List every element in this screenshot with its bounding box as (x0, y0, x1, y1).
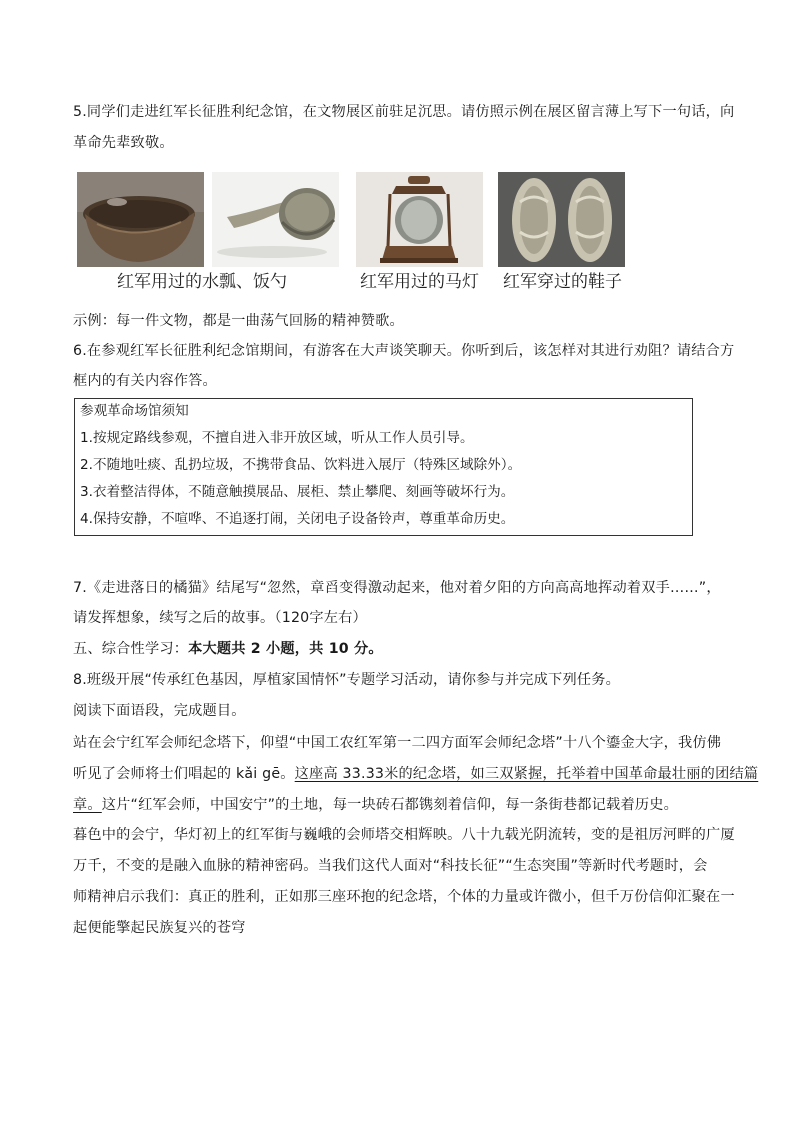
photo-lantern (356, 172, 483, 267)
passage-p1-line-2-plain: 听见了会师将士们唱起的 kǎi gē。 (73, 766, 295, 782)
example-text: 示例：每一件文物，都是一曲荡气回肠的精神赞歌。 (73, 313, 404, 329)
question-7-line-2: 请发挥想象，续写之后的故事。（120字左右） (73, 610, 367, 626)
photo-water-ladle (77, 172, 204, 267)
section-5-score: 本大题共 2 小题，共 10 分。 (188, 641, 383, 657)
notice-item-1: 1.按规定路线参观，不擅自进入非开放区域，听从工作人员引导。 (80, 430, 474, 446)
passage-p2-line-1: 暮色中的会宁，华灯初上的红军街与巍峨的会师塔交相辉映。八十九载光阴流转，变的是祖厉河畔的广厦 (73, 827, 735, 843)
caption-sandals: 红军穿过的鞋子 (503, 272, 622, 292)
photo-rice-spoon (212, 172, 339, 267)
question-6-line-2: 框内的有关内容作答。 (73, 373, 217, 389)
question-5-line-2: 革命先辈致敬。 (73, 135, 174, 151)
question-8-line-1: 8.班级开展“传承红色基因，厚植家国情怀”专题学习活动，请你参与并完成下列任务。 (73, 672, 620, 688)
passage-p2-line-4: 起便能擎起民族复兴的苍穹 (73, 920, 246, 936)
section-5-heading (73, 639, 723, 659)
photo-straw-sandals (498, 172, 625, 267)
question-5-line-1: 5.同学们走进红军长征胜利纪念馆，在文物展区前驻足沉思。请仿照示例在展区留言薄上写下一句话，向 (73, 104, 735, 120)
visitor-notice-box (74, 398, 693, 536)
question-8-line-2: 阅读下面语段，完成题目。 (73, 703, 246, 719)
passage-p2-line-3: 师精神启示我们：真正的胜利，正如那三座环抱的纪念塔，个体的力量或许微小，但千万份信仰汇聚在一 (73, 889, 735, 905)
passage-p1-line-1: 站在会宁红军会师纪念塔下，仰望“中国工农红军第一二四方面军会师纪念塔”十八个鎏金大字，我仿佛 (73, 735, 722, 751)
passage-p1-line-3-plain: 这片“红军会师，中国安宁”的土地，每一块砖石都镌刻着信仰，每一条街巷都记载着历史。 (101, 797, 678, 813)
notice-title: 参观革命场馆须知 (80, 403, 189, 419)
question-6-line-1: 6.在参观红军长征胜利纪念馆期间，有游客在大声谈笑聊天。你听到后，该怎样对其进行劝阻？请结合方 (73, 343, 735, 359)
question-7-line-1: 7.《走进落日的橘猫》结尾写“忽然，章舀变得激动起来，他对着夕阳的方向高高地挥动着双手……”， (73, 580, 721, 596)
notice-item-2: 2.不随地吐痰、乱扔垃圾，不携带食品、饮料进入展厅（特殊区域除外）。 (80, 457, 522, 473)
passage-p2-line-2: 万千，不变的是融入血脉的精神密码。当我们这代人面对“科技长征”“生态突围”等新时代考题时，会 (73, 858, 708, 874)
passage-p1-line-3 (73, 795, 723, 815)
caption-ladle-spoon: 红军用过的水瓢、饭勺 (117, 272, 287, 292)
notice-item-4: 4.保持安静，不喧哗、不追逐打闹，关闭电子设备铃声，尊重革命历史。 (80, 511, 515, 527)
caption-lantern: 红军用过的马灯 (360, 272, 479, 292)
passage-underlined-sentence-part-1: 这座高 33.33米的纪念塔，如三双紧握，托举着中国革命最壮丽的团结篇 (294, 766, 759, 782)
passage-underlined-sentence-part-2: 章。 (73, 797, 102, 813)
passage-p1-line-2 (73, 764, 759, 784)
notice-item-3: 3.衣着整洁得体，不随意触摸展品、展柜、禁止攀爬、刻画等破坏行为。 (80, 484, 515, 500)
section-5-prefix: 五、综合性学习： (73, 641, 189, 657)
